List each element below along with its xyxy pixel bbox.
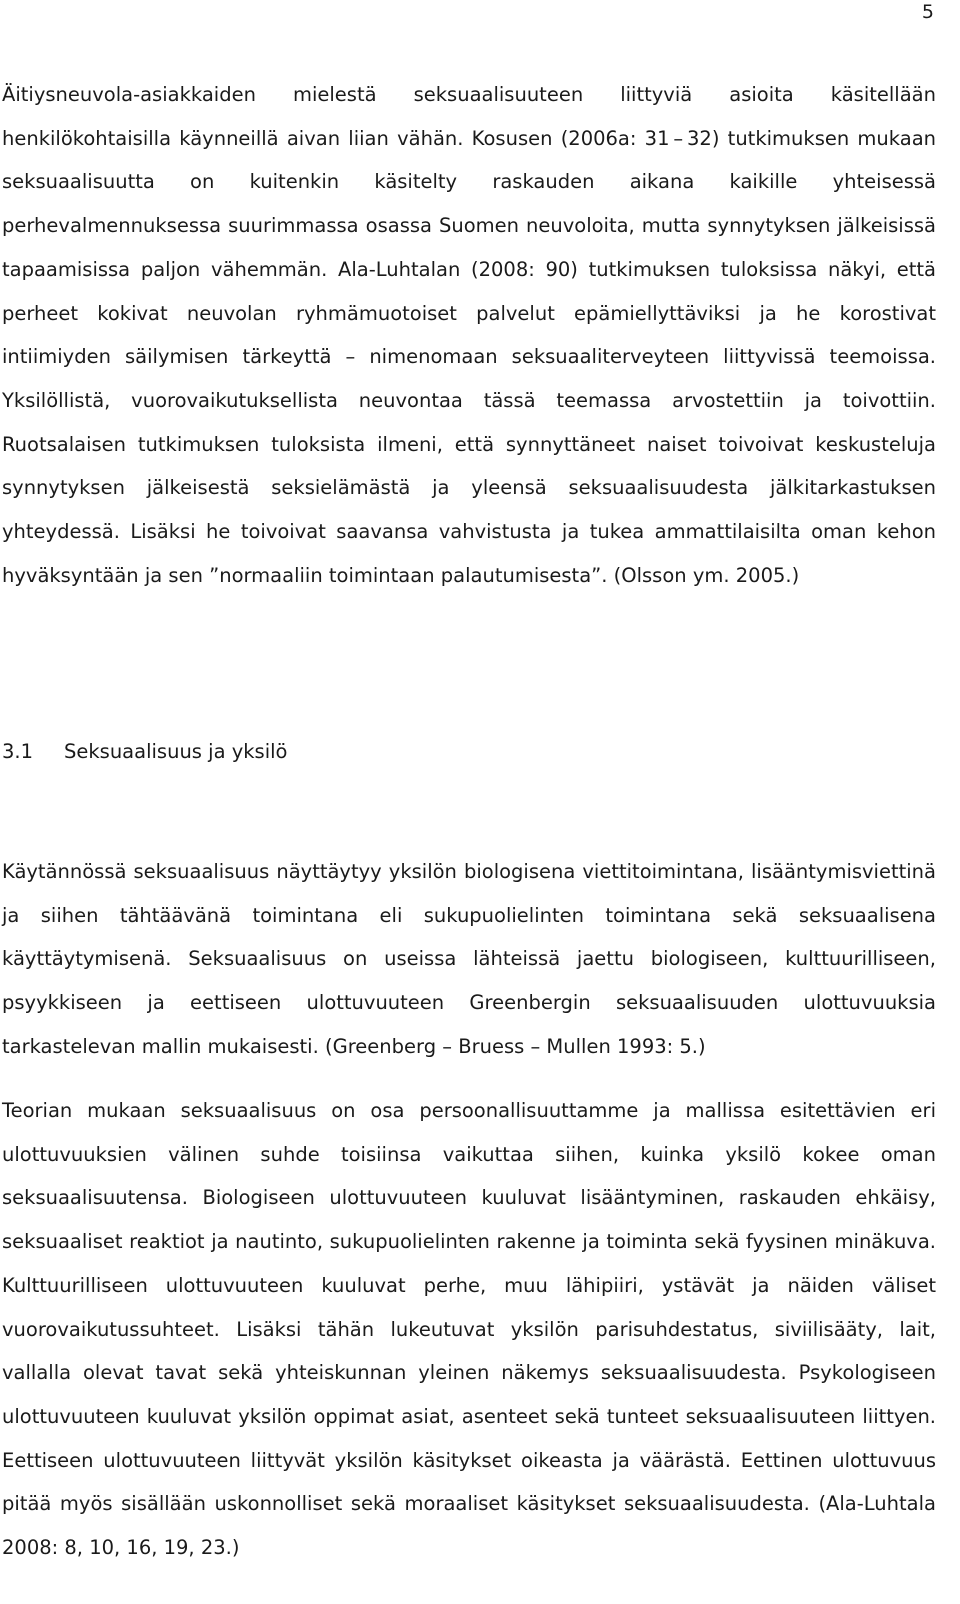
- body-paragraph: Teorian mukaan seksuaalisuus on osa persoonallisuuttamme ja mallissa esitettävien eri ulottuvuuksien välinen suhde toisiinsa vaikuttaa siihen, kuinka yksilö kokee oman seksuaalisuutensa. Biologiseen ulottuvuuteen kuuluvat lisääntyminen, raskauden ehkäisy, seksuaaliset reaktiot ja nautinto, sukupuolielinten rakenne ja toiminta sekä fyysinen minäkuva. Kulttuurilliseen ulottuvuuteen kuuluvat perhe, muu lähipiiri, ystävät ja näiden väliset vuorovaikutussuhteet. Lisäksi tähän lukeutuvat yksilön parisuhdestatus, siviilisääty, lait, vallalla olevat tavat sekä yhteiskunnan yleinen näkemys seksuaalisuudesta. Psykologiseen ulottuvuuteen kuuluvat yksilön oppimat asiat, asenteet sekä tunteet seksuaalisuuteen liittyen. Eettiseen ulottuvuuteen liittyvät yksilön käsitykset oikeasta ja väärästä. Eettinen ulottuvuus pitää myös sisällään uskonnolliset sekä moraaliset käsitykset seksuaalisuudesta. (Ala-Luhtala 2008: 8, 10, 16, 19, 23.): [2, 1099, 936, 1560]
- section-number: 3.1: [2, 740, 34, 763]
- section-heading: [2, 730, 287, 774]
- body-paragraph: Äitiysneuvola-asiakkaiden mielestä seksuaalisuuteen liittyviä asioita käsitellään henkilökohtaisilla käynneillä aivan liian vähän. Kosusen (2006a: 31 – 32) tutkimuksen mukaan seksuaalisuutta on kuitenkin käsitelty raskauden aikana kaikille yhteisessä perhevalmennuksessa suurimmassa osassa Suomen neuvoloita, mutta synnytyksen jälkeisissä tapaamisissa paljon vähemmän. Ala-Luhtalan (2008: 90) tutkimuksen tuloksissa näkyi, että perheet kokivat neuvolan ryhmämuotoiset palvelut epämiellyttäviksi ja he korostivat intiimiyden säilymisen tärkeyttä – nimenomaan seksuaaliterveyteen liittyvissä teemoissa. Yksilöllistä, vuorovaikutuksellista neuvontaa tässä teemassa arvostettiin ja toivottiin. Ruotsalaisen tutkimuksen tuloksista ilmeni, että synnyttäneet naiset toivoivat keskusteluja synnytyksen jälkeisestä seksielämästä ja yleensä seksuaalisuudesta jälkitarkastuksen yhteydessä. Lisäksi he toivoivat saavansa vahvistusta ja tukea ammattilaisilta oman kehon hyväksyntään ja sen ”normaaliin toimintaan palautumisesta”. (Olsson ym. 2005.): [2, 83, 936, 587]
- section-title: Seksuaalisuus ja yksilö: [64, 740, 288, 763]
- page-number: 5: [921, 1, 934, 23]
- body-paragraph: Käytännössä seksuaalisuus näyttäytyy yksilön biologisena viettitoimintana, lisääntymisviettinä ja siihen tähtäävänä toimintana eli sukupuolielinten toimintana sekä seksuaalisena käyttäytymisenä. Seksuaalisuus on useissa lähteissä jaettu biologiseen, kulttuurilliseen, psyykkiseen ja eettiseen ulottuvuuteen Greenbergin seksuaalisuuden ulottuvuuksia tarkastelevan mallin mukaisesti. (Greenberg – Bruess – Mullen 1993: 5.): [2, 860, 936, 1058]
